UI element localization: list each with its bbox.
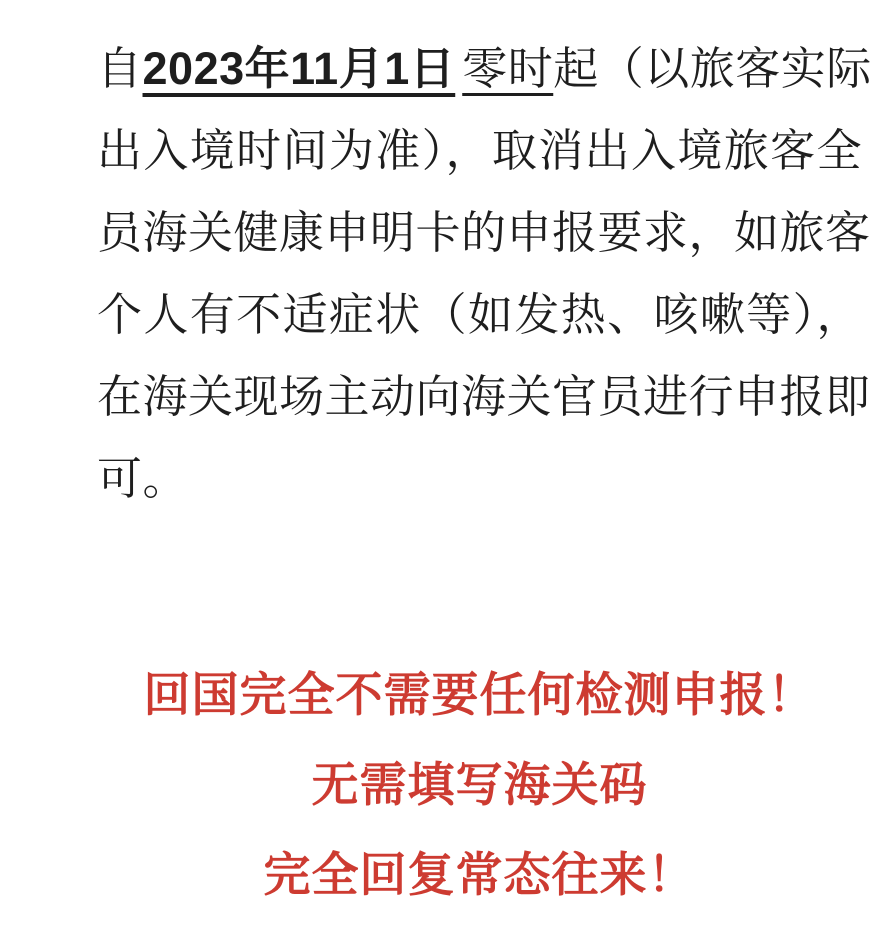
paragraph-line [97, 110, 862, 192]
text-segment: 自 [97, 43, 143, 94]
notice-paragraph [97, 28, 872, 520]
highlight-line: 无需填写海关码 [311, 758, 648, 811]
text-segment: 员海关健康申明卡的申报要求，如旅客 [97, 207, 871, 258]
highlight-block [97, 650, 862, 920]
paragraph-line [97, 28, 872, 110]
paragraph-line [97, 356, 871, 438]
text-segment: 在海关现场主动向海关官员进行申报即 [97, 371, 871, 422]
paragraph-line [97, 438, 862, 520]
text-segment: 起（以旅客实际 [553, 43, 872, 94]
paragraph-line [97, 274, 862, 356]
underlined-date-text: 2023年11月1日 [142, 43, 456, 94]
paragraph-line [97, 192, 871, 274]
text-segment: 个人有不适症状（如发热、咳嗽等）， [97, 289, 862, 340]
highlight-line: 回国完全不需要任何检测申报！ [143, 668, 816, 721]
underlined-date-text: 零时 [462, 43, 554, 94]
text-segment: 可。 [97, 453, 189, 504]
text-segment: 出入境时间为准），取消出入境旅客全 [97, 125, 862, 176]
highlight-line: 完全回复常态往来！ [263, 848, 696, 901]
